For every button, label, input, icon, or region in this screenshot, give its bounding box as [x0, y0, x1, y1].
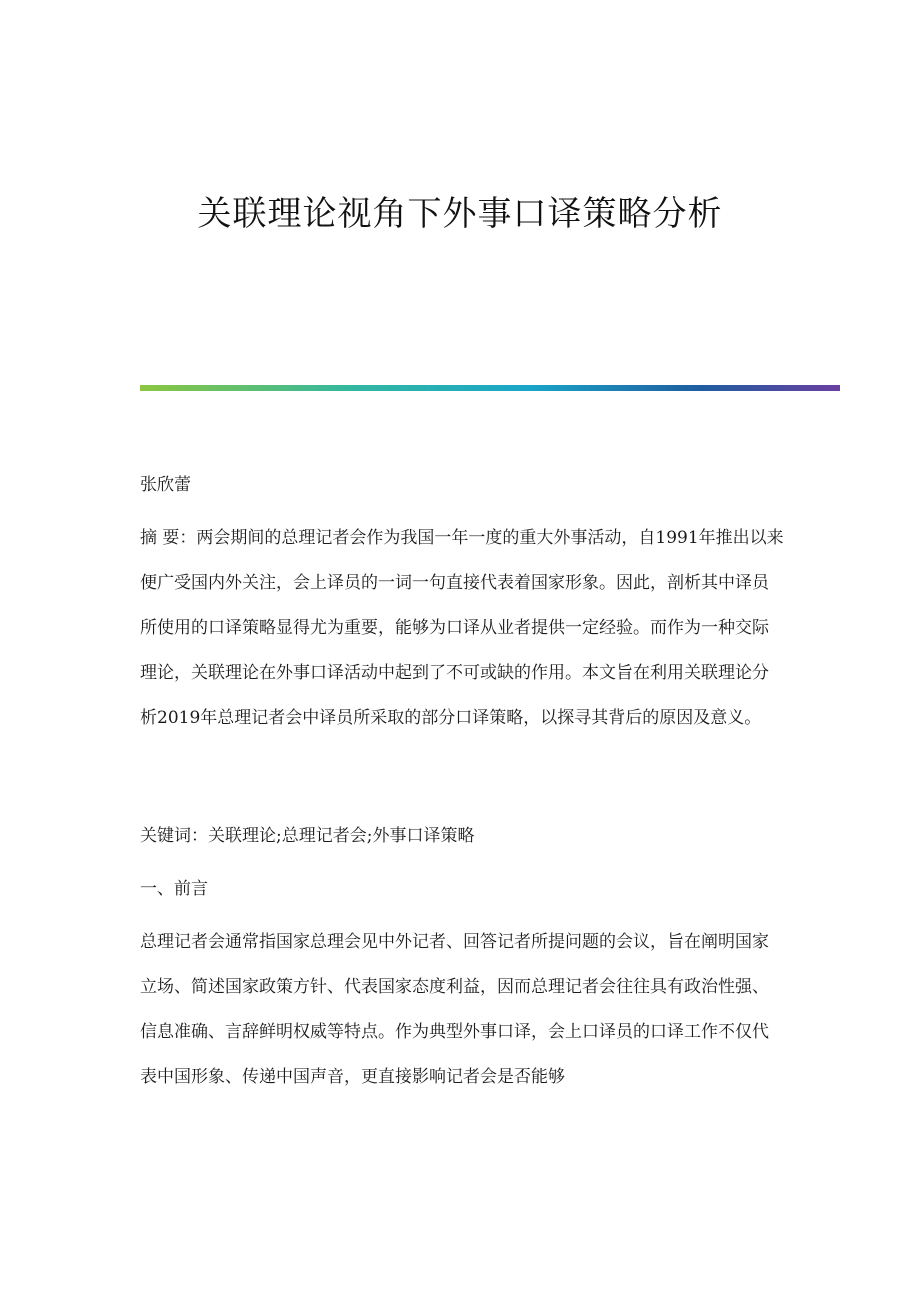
- title-divider: [140, 385, 840, 391]
- document-title: 关联理论视角下外事口译策略分析: [197, 194, 723, 234]
- keywords-text: 关联理论;总理记者会;外事口译策略: [208, 826, 475, 846]
- author-name: 张欣蕾: [140, 475, 191, 495]
- keywords-label: 关键词：: [140, 826, 208, 846]
- section-heading: 一、前言: [140, 879, 208, 899]
- keywords-line: [140, 814, 785, 859]
- abstract-label: 摘 要：: [140, 528, 197, 548]
- intro-paragraph: 总理记者会通常指国家总理会见中外记者、回答记者所提问题的会议，旨在阐明国家立场、简述国家政策方针、代表国家态度利益，因而总理记者会往往具有政治性强、信息准确、言辞鲜明权威等特点。作为典型外事口译，会上口译员的口译工作不仅代表中国形象、传递中国声音，更直接影响记者会是否能够: [140, 932, 769, 1087]
- abstract-paragraph: [140, 516, 785, 741]
- abstract-text: 两会期间的总理记者会作为我国一年一度的重大外事活动，自1991年推出以来便广受国内外关注，会上译员的一词一句直接代表着国家形象。因此，剖析其中译员所使用的口译策略显得尤为重要，能够为口译从业者提供一定经验。而作为一种交际理论，关联理论在外事口译活动中起到了不可或缺的作用。本文旨在利用关联理论分析2019年总理记者会中译员所采取的部分口译策略，以探寻其背后的原因及意义。: [140, 528, 784, 728]
